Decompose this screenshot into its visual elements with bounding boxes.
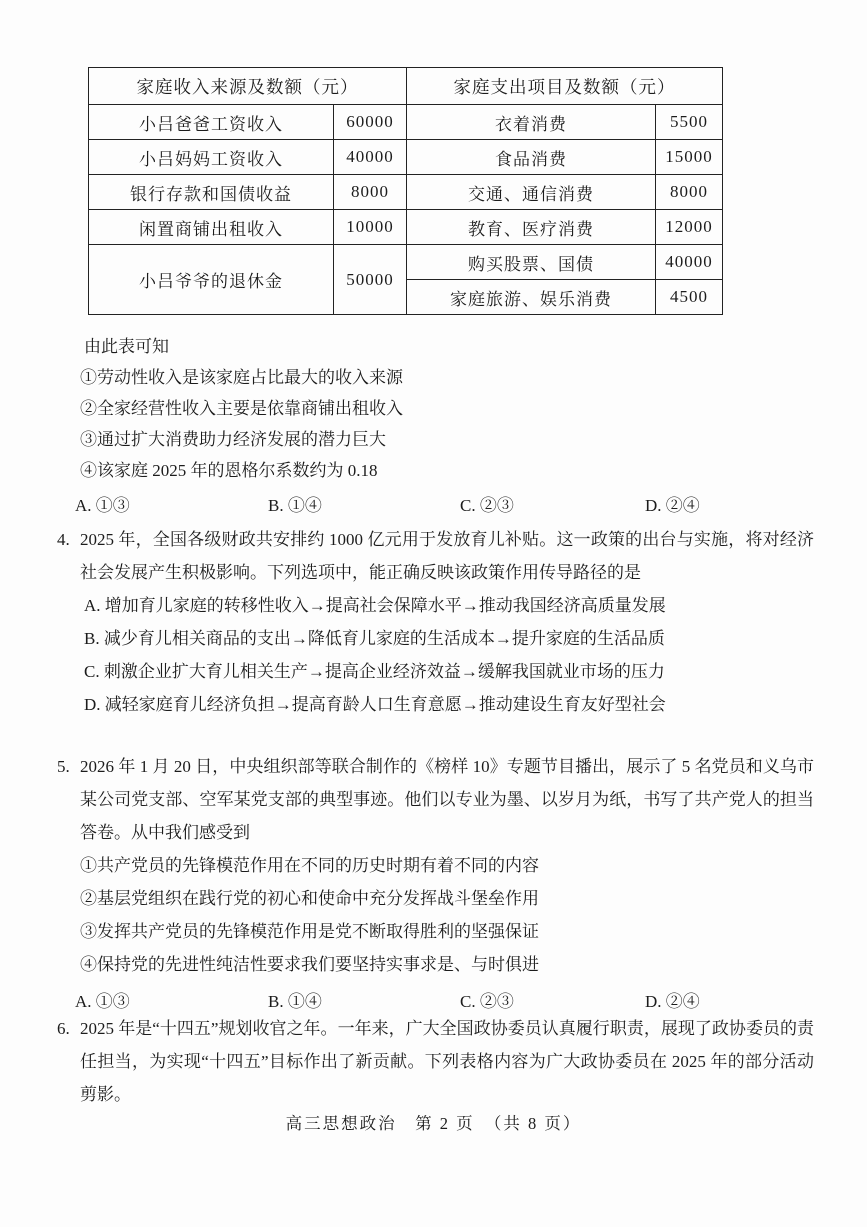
income-amount-cell: 60000 — [334, 105, 407, 140]
expense-item-cell: 购买股票、国债 — [407, 245, 656, 280]
question-3-continuation — [57, 331, 814, 521]
question-3-option-a: A. ①③ — [75, 496, 130, 515]
question-5-option-b: B. ①④ — [268, 992, 322, 1011]
question-4 — [57, 523, 814, 721]
question-3-options-row — [75, 490, 814, 521]
question-3-option-d: D. ②④ — [645, 496, 700, 515]
question-3-statement-1: ①劳动性收入是该家庭占比最大的收入来源 — [80, 368, 403, 387]
question-4-option-d: D. 减轻家庭育儿经济负担→提高育龄人口生育意愿→推动建设生育友好型社会 — [84, 695, 666, 714]
expense-item-cell: 食品消费 — [407, 140, 656, 175]
question-4-option-c: C. 刺激企业扩大育儿相关生产→提高企业经济效益→缓解我国就业市场的压力 — [84, 662, 665, 681]
expense-item-cell: 交通、通信消费 — [407, 175, 656, 210]
table-row — [89, 175, 723, 210]
expense-item-cell: 衣着消费 — [407, 105, 656, 140]
expense-amount-cell: 8000 — [656, 175, 723, 210]
income-amount-cell: 40000 — [334, 140, 407, 175]
question-3-statement-4: ④该家庭 2025 年的恩格尔系数约为 0.18 — [80, 461, 378, 480]
expense-amount-cell: 4500 — [656, 280, 723, 315]
question-5-stem: 2026 年 1 月 20 日，中央组织部等联合制作的《榜样 10》专题节目播出，展示了 5 名党员和义乌市某公司党支部、空军某党支部的典型事迹。他们以专业为墨、以岁月为纸，书写了共产党人的担当答卷。从中我们感受到 — [80, 757, 814, 842]
question-3-option-c: C. ②③ — [460, 496, 514, 515]
table-row — [89, 245, 723, 280]
income-item-cell: 小吕爸爸工资收入 — [89, 105, 334, 140]
question-6 — [57, 1012, 814, 1111]
question-5-statement-1: ①共产党员的先锋模范作用在不同的历史时期有着不同的内容 — [80, 856, 539, 875]
question-3-option-b: B. ①④ — [268, 496, 322, 515]
question-5 — [57, 750, 814, 1018]
family-income-expense-table — [88, 67, 723, 315]
table-row — [89, 140, 723, 175]
expense-amount-cell: 5500 — [656, 105, 723, 140]
income-header-cell: 家庭收入来源及数额（元） — [89, 68, 407, 105]
question-4-option-a: A. 增加育儿家庭的转移性收入→提高社会保障水平→推动我国经济高质量发展 — [84, 596, 666, 615]
income-item-cell: 小吕妈妈工资收入 — [89, 140, 334, 175]
income-item-cell: 银行存款和国债收益 — [89, 175, 334, 210]
question-4-stem: 2025 年，全国各级财政共安排约 1000 亿元用于发放育儿补贴。这一政策的出台与实施，将对经济社会发展产生积极影响。下列选项中，能正确反映该政策作用传导路径的是 — [80, 530, 814, 582]
expense-amount-cell: 40000 — [656, 245, 723, 280]
income-amount-cell: 50000 — [334, 245, 407, 315]
table-row — [89, 210, 723, 245]
expense-item-cell: 教育、医疗消费 — [407, 210, 656, 245]
question-5-statement-4: ④保持党的先进性纯洁性要求我们要坚持实事求是、与时俱进 — [80, 955, 539, 974]
income-amount-cell: 8000 — [334, 175, 407, 210]
expense-amount-cell: 12000 — [656, 210, 723, 245]
table-row — [89, 105, 723, 140]
page-footer: 高三思想政治 第 2 页 （共 8 页） — [285, 1114, 582, 1133]
question-3-statement-3: ③通过扩大消费助力经济发展的潜力巨大 — [80, 430, 386, 449]
table-header-row — [89, 68, 723, 105]
income-amount-cell: 10000 — [334, 210, 407, 245]
question-5-number: 5. — [57, 757, 70, 776]
question-3-statement-2: ②全家经营性收入主要是依靠商铺出租收入 — [80, 399, 403, 418]
question-3-lead: 由此表可知 — [84, 337, 169, 356]
expense-amount-cell: 15000 — [656, 140, 723, 175]
question-5-option-d: D. ②④ — [645, 992, 700, 1011]
question-5-statement-2: ②基层党组织在践行党的初心和使命中充分发挥战斗堡垒作用 — [80, 889, 539, 908]
question-6-stem: 2025 年是“十四五”规划收官之年。一年来，广大全国政协委员认真履行职责，展现了政协委员的责任担当，为实现“十四五”目标作出了新贡献。下列表格内容为广大政协委员在 2025 年的部分活动剪影。 — [80, 1019, 814, 1104]
question-5-option-a: A. ①③ — [75, 992, 130, 1011]
expense-item-cell: 家庭旅游、娱乐消费 — [407, 280, 656, 315]
expense-header-cell: 家庭支出项目及数额（元） — [407, 68, 723, 105]
question-4-number: 4. — [57, 530, 70, 549]
question-4-option-b: B. 减少育儿相关商品的支出→降低育儿家庭的生活成本→提升家庭的生活品质 — [84, 629, 665, 648]
question-6-number: 6. — [57, 1019, 70, 1038]
income-item-cell: 闲置商铺出租收入 — [89, 210, 334, 245]
income-item-cell: 小吕爷爷的退休金 — [89, 245, 334, 315]
question-5-option-c: C. ②③ — [460, 992, 514, 1011]
question-5-statement-3: ③发挥共产党员的先锋模范作用是党不断取得胜利的坚强保证 — [80, 922, 539, 941]
